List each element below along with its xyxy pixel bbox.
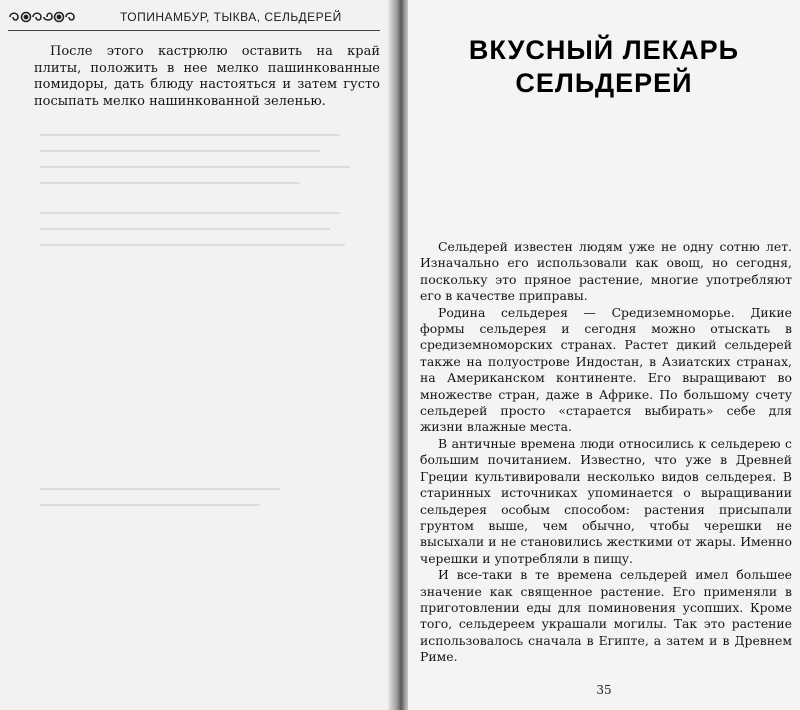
running-head-title: ТОПИНАМБУР, ТЫКВА, СЕЛЬДЕРЕЙ (120, 10, 342, 24)
running-head (8, 8, 380, 28)
show-through-line (40, 244, 345, 246)
left-page (0, 0, 392, 710)
show-through-line (40, 182, 300, 184)
chapter-body (420, 239, 792, 666)
ornament-icon (8, 10, 78, 24)
chapter-title (408, 34, 800, 100)
show-through-line (40, 150, 320, 152)
show-through-line (40, 488, 280, 490)
show-through-line (40, 134, 340, 136)
chapter-title-line: СЕЛЬДЕРЕЙ (515, 68, 693, 98)
show-through-line (40, 504, 260, 506)
right-page (408, 0, 800, 710)
body-paragraph: Сельдерей известен людям уже не одну сотню лет. Изначально его использовали как овощ, но сегодня, поскольку это пряное растение, многие употребляют его в качестве приправы. (420, 239, 792, 304)
header-rule (8, 30, 380, 31)
chapter-title-line: ВКУСНЫЙ ЛЕКАРЬ (468, 35, 740, 65)
body-paragraph: И все-таки в те времена сельдерей имел большее значение как священное растение. Его применяли в приготовлении еды для поминовения усопших. Кроме того, сельдереем украшали могилы. Так это растение использовалось сначала в Египте, а затем и в Древнем Риме. (420, 567, 792, 665)
body-paragraph: В античные времена люди относились к сельдерею с большим почитанием. Известно, что уже в Древней Греции культивировали несколько видов сельдерея. В старинных источниках упоминается о выращивании сельдерея особым способом: растения присыпали грунтом выше, чем обычно, чтобы черешки не высыхали и не становились жесткими от жары. Именно черешки и употребляли в пищу. (420, 435, 792, 566)
body-paragraph: Родина сельдерея — Средиземноморье. Дикие формы сельдерея и сегодня можно отыскать в средиземноморских странах. Растет дикий сельдерей также на полуострове Индостан, в Азиатских странах, на Американском континенте. Его выращивают во множестве стран, даже в Африке. По большому счету сельдерей просто «старается выбирать» себе для жизни влажные места. (420, 304, 792, 435)
show-through-line (40, 166, 350, 168)
page-number: 35 (596, 683, 612, 697)
show-through-line (40, 228, 330, 230)
show-through-line (40, 212, 340, 214)
left-paragraph: После этого кастрюлю оставить на край плиты, положить в нее мелко пашинкованные помидоры, дать блюду настояться и затем густо посыпать мелко нашинкованной зеленью. (34, 44, 380, 109)
